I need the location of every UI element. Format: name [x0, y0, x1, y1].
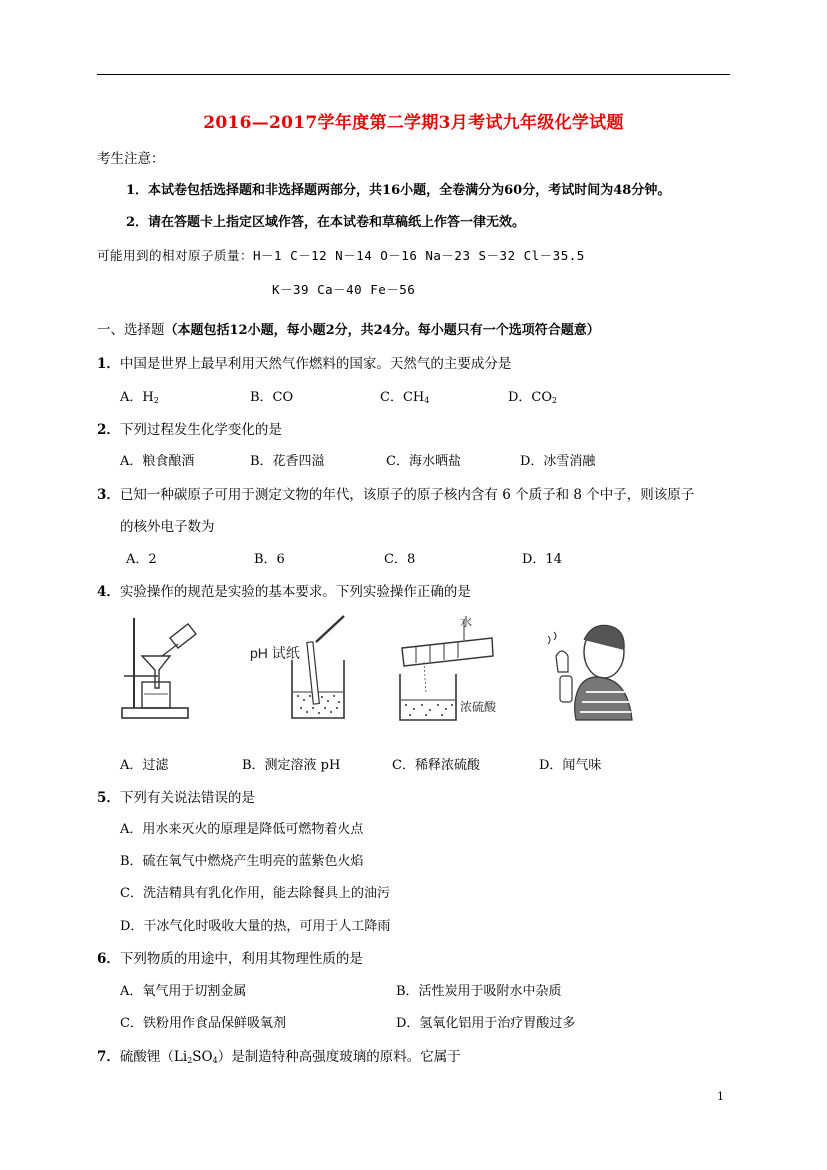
q3-option-d: D．14	[522, 552, 562, 567]
section-heading-label: 一、选择题	[97, 322, 165, 338]
question-number: 5．	[97, 790, 120, 806]
q6-option-c: C．铁粉用作食品保鲜吸氧剂	[120, 1016, 286, 1031]
section-heading	[97, 321, 600, 340]
question-number: 6．	[97, 951, 120, 967]
question-text: 中国是世界上最早利用天然气作燃料的国家。天然气的主要成分是	[119, 356, 512, 372]
q2-option-a: A．粮食酿酒	[120, 454, 195, 469]
q5-option-c: C．洗洁精具有乳化作用，能去除餐具上的油污	[120, 886, 390, 901]
page-title: 2016—2017学年度第二学期3月考试九年级化学试题	[203, 113, 624, 133]
question-number: 4．	[97, 584, 120, 600]
ph-test-figure	[246, 612, 350, 724]
q5-option-a: A．用水来灭火的原理是降低可燃物着火点	[120, 822, 364, 837]
question-6	[97, 950, 363, 968]
q2-option-c: C．海水晒盐	[386, 454, 461, 469]
page-number: 1	[717, 1090, 724, 1103]
q1-option-b: B．CO	[250, 390, 294, 405]
q5-option-d: D．干冰气化时吸收大量的热，可用于人工降雨	[120, 919, 391, 934]
section-heading-rules: （本题包括12小题，每小题2分，共24分。每小题只有一个选项符合题意）	[164, 323, 600, 338]
water-label: 水	[460, 615, 473, 629]
q5-option-b: B．硫在氧气中燃烧产生明亮的蓝紫色火焰	[120, 854, 364, 869]
question-text: 已知一种碳原子可用于测定文物的年代，该原子的原子核内含有 6 个质子和 8 个中子，则该原子	[119, 487, 695, 503]
notice-item-1: 1．本试卷包括选择题和非选择题两部分，共16小题，全卷满分为60分，考试时间为48分钟。	[126, 183, 671, 198]
question-7: 7．硫酸锂$(Li_2SO_4)$是制造特种高强度玻璃的原料。它属于	[97, 1049, 461, 1065]
q6-option-d: D．氢氧化铝用于治疗胃酸过多	[396, 1016, 576, 1031]
q4-option-a: A．过滤	[120, 758, 169, 773]
question-3	[97, 486, 694, 504]
ph-paper-label: pH 试纸	[250, 645, 300, 661]
dilute-acid-figure	[396, 610, 508, 726]
q2-option-d: D．冰雪消融	[520, 454, 596, 469]
q4-option-c: C．稀释浓硫酸	[392, 758, 480, 773]
smelling-gas-figure	[540, 616, 636, 722]
question-5	[97, 789, 255, 807]
question-number: 2．	[97, 422, 120, 438]
q6-option-b: B．活性炭用于吸附水中杂质	[396, 984, 562, 999]
question-3-continued: 的核外电子数为	[120, 519, 215, 535]
question-text: 下列物质的用途中，利用其物理性质的是	[119, 951, 363, 967]
q3-option-b: B．6	[254, 552, 285, 567]
question-2	[97, 421, 282, 439]
atomic-mass-line-2: K－39 Ca－40 Fe－56	[272, 282, 416, 297]
concentrated-acid-label: 浓硫酸	[460, 700, 497, 714]
q3-option-c: C．8	[384, 552, 416, 567]
q6-option-a: A．氧气用于切割金属	[120, 984, 247, 999]
q4-option-b: B．测定溶液 pH	[242, 758, 341, 773]
header-rule	[97, 74, 730, 75]
question-text: 实验操作的规范是实验的基本要求。下列实验操作正确的是	[119, 584, 471, 600]
q4-option-d: D．闻气味	[539, 758, 602, 773]
notice-heading: 考生注意：	[97, 151, 165, 167]
question-1	[97, 355, 511, 373]
question-text: 下列过程发生化学变化的是	[119, 422, 282, 438]
notice-item-2: 2．请在答题卡上指定区域作答，在本试卷和草稿纸上作答一律无效。	[126, 215, 526, 230]
q3-option-a: A．2	[126, 552, 157, 567]
atomic-mass-line-1: 可能用到的相对原子质量：H－1 C－12 N－14 O－16 Na－23 S－32 Cl－35.5	[97, 248, 585, 263]
q1-option-a: A．$H_2$	[120, 390, 159, 405]
question-number: 3．	[97, 487, 120, 503]
question-number: 7．	[97, 1049, 120, 1065]
q1-option-c: C．$CH_4$	[380, 390, 430, 405]
question-4	[97, 583, 471, 601]
q2-option-b: B．花香四溢	[250, 454, 325, 469]
question-number: 1．	[97, 356, 120, 372]
question-text: 下列有关说法错误的是	[119, 790, 255, 806]
q1-option-d: D．$CO_2$	[508, 390, 558, 405]
filtration-apparatus-figure	[118, 612, 198, 724]
